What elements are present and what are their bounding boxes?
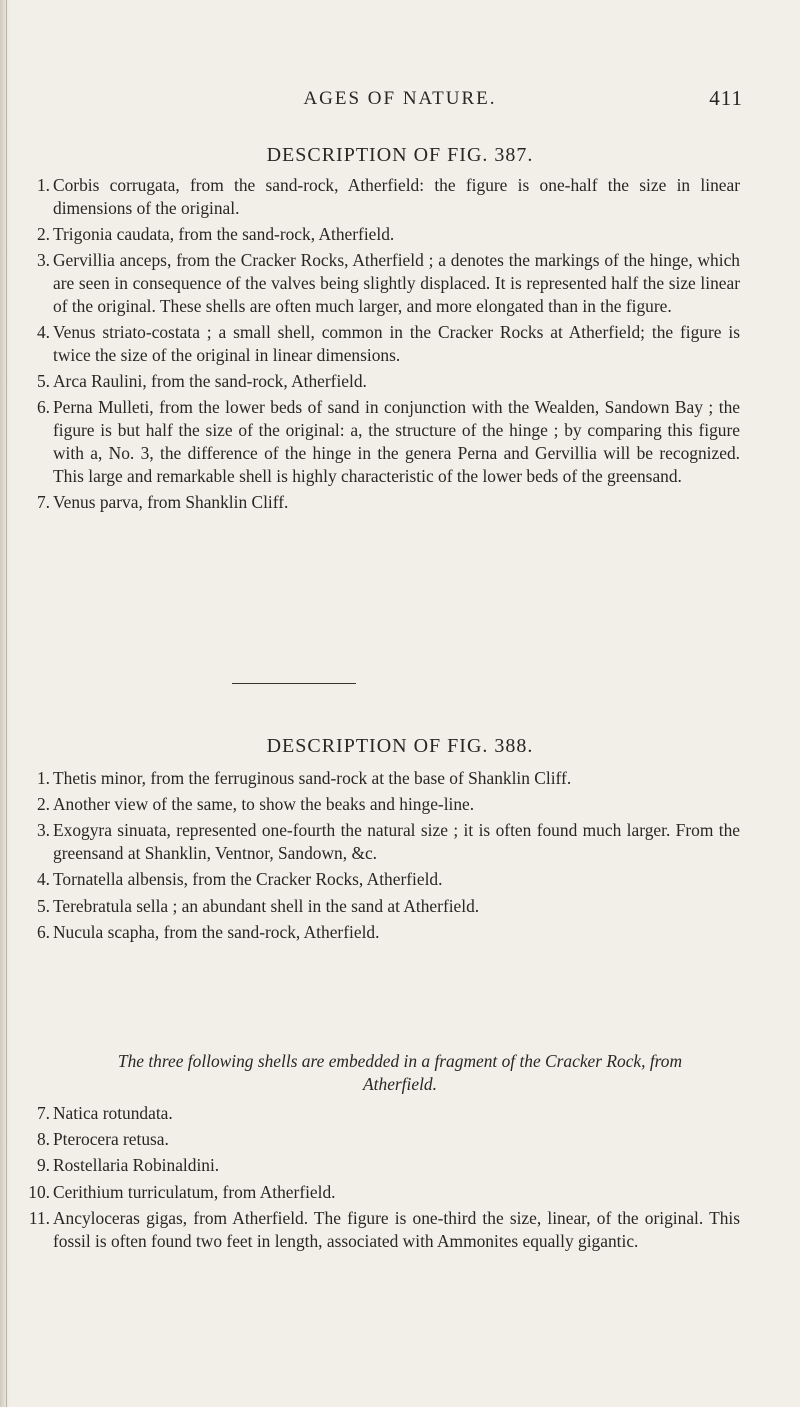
entry-number: 5. — [36, 370, 50, 391]
entry-text: Arca Raulini, from the sand-rock, Atherfield. — [53, 370, 367, 391]
entry-text: Rostellaria Robinaldini. — [53, 1155, 220, 1176]
entry-number: 3. — [36, 820, 50, 841]
entry-text: Venus striato-costata ; a small shell, common in the Cracker Rocks at Atherfield; the figure is twice the size of the original in linear dimensions. — [53, 321, 740, 365]
list-item — [20, 868, 740, 891]
list-item — [20, 1102, 740, 1125]
running-head — [0, 88, 800, 118]
entry-text: Terebratula sella ; an abundant shell in the sand at Atherfield. — [53, 895, 480, 916]
entry-number: 6. — [36, 397, 50, 418]
entry-text: Corbis corrugata, from the sand-rock, Atherfield: the figure is one-half the size in linear dimensions of the original. — [53, 175, 740, 218]
list-item — [20, 819, 740, 865]
list-item — [20, 396, 740, 487]
entry-text: Thetis minor, from the ferruginous sand-rock at the base of Shanklin Cliff. — [53, 768, 572, 788]
list-item — [20, 1128, 740, 1151]
running-title: AGES OF NATURE. — [303, 88, 497, 109]
entry-number: 7. — [36, 491, 50, 512]
fig-388-heading: DESCRIPTION OF FIG. 388. — [266, 735, 534, 757]
list-item — [20, 174, 740, 220]
entry-number: 6. — [36, 921, 50, 942]
list-item — [20, 895, 740, 918]
section-divider — [232, 683, 356, 684]
entry-number: 4. — [36, 869, 50, 890]
entry-number: 8. — [36, 1129, 50, 1150]
entry-number: 9. — [36, 1155, 50, 1176]
entry-text: Another view of the same, to show the beaks and hinge-line. — [53, 794, 475, 815]
page-number: 411 — [709, 86, 743, 110]
entry-text: Nucula scapha, from the sand-rock, Atherfield. — [53, 921, 380, 942]
list-item — [20, 1181, 740, 1204]
fig-388-list-continued — [20, 1102, 740, 1256]
entry-number: 10. — [28, 1181, 50, 1202]
list-item — [20, 793, 740, 816]
list-item — [20, 321, 740, 367]
entry-text: Cerithium turriculatum, from Atherfield. — [53, 1181, 336, 1202]
entry-number: 4. — [36, 321, 50, 342]
entry-text: Venus parva, from Shanklin Cliff. — [53, 491, 289, 512]
entry-text: Natica rotundata. — [53, 1103, 173, 1123]
embedded-shells-note: The three following shells are embedded in a fragment of the Cracker Rock, from Atherfield. — [117, 1051, 683, 1094]
list-item — [20, 370, 740, 393]
entry-text: Trigonia caudata, from the sand-rock, Atherfield. — [53, 223, 395, 244]
list-item — [20, 921, 740, 944]
entry-number: 2. — [36, 223, 50, 244]
list-item — [20, 1207, 740, 1253]
list-item — [20, 1154, 740, 1177]
fig-387-heading: DESCRIPTION OF FIG. 387. — [266, 144, 534, 166]
binding-line — [6, 0, 7, 1407]
entry-number: 1. — [36, 175, 50, 195]
list-item — [20, 491, 740, 514]
fig-387-list — [20, 174, 740, 517]
entry-text: Gervillia anceps, from the Cracker Rocks, Atherfield ; a denotes the markings of the hinge, which are seen in consequence of the valves being slightly displaced. It is represented half the size linear of the original. These shells are often much larger, and more elongated than in the figure. — [53, 250, 740, 316]
entry-text: Ancyloceras gigas, from Atherfield. The figure is one-third the size, linear, of the original. This fossil is often found two feet in length, associated with Ammonites equally gigantic. — [53, 1207, 740, 1251]
entry-text: Exogyra sinuata, represented one-fourth the natural size ; it is often found much larger. From the greensand at Shanklin, Ventnor, Sandown, &c. — [53, 820, 740, 864]
entry-number: 7. — [36, 1103, 50, 1123]
fig-388-list — [20, 767, 740, 947]
entry-text: Pterocera retusa. — [53, 1129, 169, 1150]
entry-number: 3. — [36, 250, 50, 271]
list-item — [20, 249, 740, 317]
entry-number: 1. — [36, 768, 50, 788]
entry-text: Tornatella albensis, from the Cracker Rocks, Atherfield. — [53, 869, 443, 890]
entry-number: 5. — [36, 895, 50, 916]
entry-number: 2. — [36, 794, 50, 815]
entry-text: Perna Mulleti, from the lower beds of sand in conjunction with the Wealden, Sandown Bay ; the figure is but half the size of the original: a, the structure of the hinge ; by comparing this figure with a, No. 3, the difference of the hinge in the genera Perna and Gervillia will be recognized. This large and remarkable shell is highly characteristic of the lower beds of the greensand. — [53, 397, 740, 486]
list-item — [20, 767, 740, 790]
list-item — [20, 223, 740, 246]
page-binding-edge — [0, 0, 10, 1407]
entry-number: 11. — [28, 1207, 50, 1228]
